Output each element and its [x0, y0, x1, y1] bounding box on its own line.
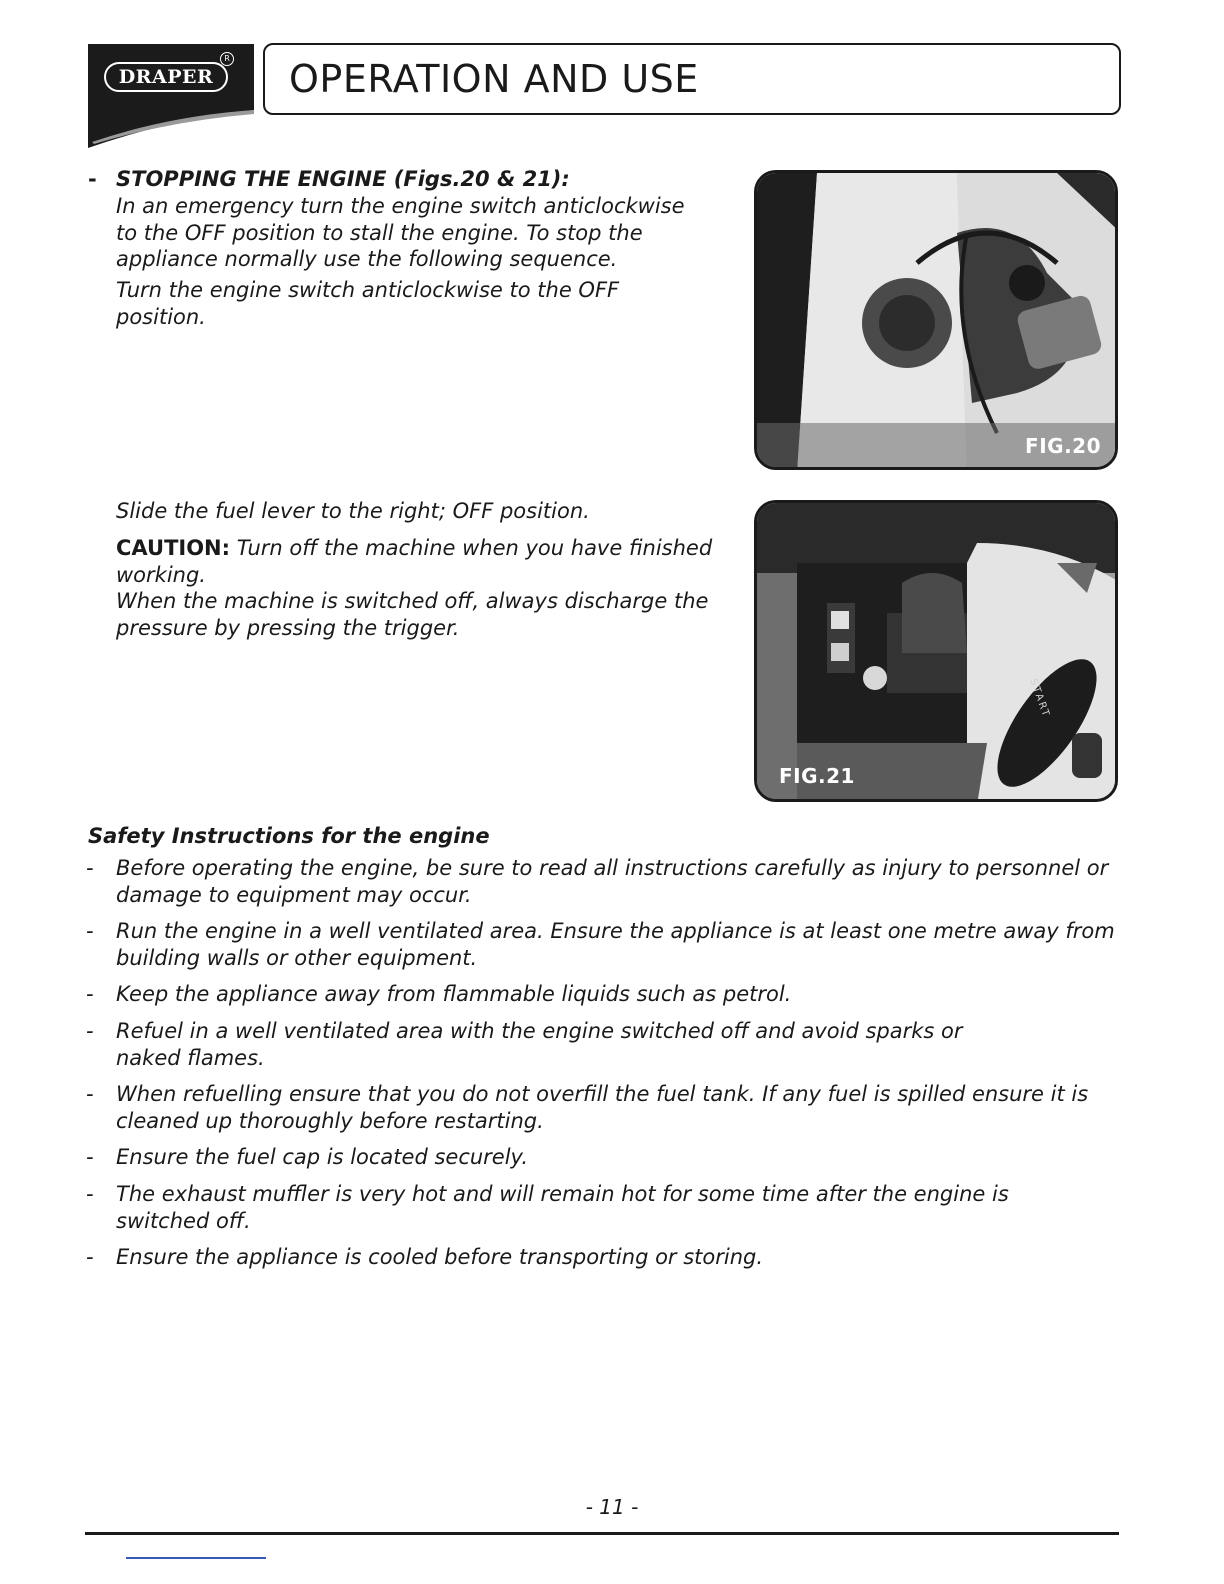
start-label: START	[1027, 677, 1052, 720]
safety-item-text: Ensure the fuel cap is located securely.	[116, 1145, 529, 1169]
figure-20	[754, 170, 1118, 470]
caution-label: CAUTION:	[116, 536, 231, 560]
safety-item-text: Before operating the engine, be sure to read all instructions carefully as injury to personnel or damage to equipment may occur.	[116, 856, 1109, 907]
engine-switch-photo	[757, 173, 1118, 470]
heading-dash: -	[88, 167, 97, 191]
figure-21	[754, 500, 1118, 802]
registered-mark: R	[220, 52, 234, 66]
stopping-paragraph-1: In an emergency turn the engine switch anticlockwise to the OFF position to stall the engine. To stop the appliance normally use the following sequence.	[116, 194, 685, 271]
draper-logo	[88, 44, 254, 148]
safety-item-text: Refuel in a well ventilated area with the engine switched off and avoid sparks or naked flames.	[116, 1019, 963, 1070]
figure-20-label: FIG.20	[1025, 434, 1101, 458]
caution-paragraph: CAUTION: Turn off the machine when you have finished working. When the machine is switched off, always discharge the pressure by pressing the trigger.	[116, 536, 713, 640]
fuel-lever-paragraph: Slide the fuel lever to the right; OFF position.	[116, 499, 590, 523]
page-title: OPERATION AND USE	[289, 57, 699, 101]
safety-title: Safety Instructions for the engine	[88, 824, 490, 848]
page-number: - 11 -	[585, 1495, 639, 1519]
brand-wordmark: DRAPER	[104, 62, 228, 92]
safety-item-text: Keep the appliance away from flammable liquids such as petrol.	[116, 982, 792, 1006]
figure-21-label: FIG.21	[779, 764, 855, 788]
stopping-paragraph-2: Turn the engine switch anticlockwise to the OFF position.	[116, 278, 620, 329]
safety-item-text: The exhaust muffler is very hot and will remain hot for some time after the engine is switched off.	[116, 1182, 1009, 1233]
safety-item-text: Ensure the appliance is cooled before transporting or storing.	[116, 1245, 764, 1269]
stopping-heading: STOPPING THE ENGINE (Figs.20 & 21):	[116, 167, 570, 191]
footer-link-underline	[126, 1557, 266, 1559]
footer-divider	[85, 1532, 1119, 1535]
safety-item-text: When refuelling ensure that you do not overfill the fuel tank. If any fuel is spilled ensure it is cleaned up thoroughly before restarting.	[116, 1082, 1089, 1133]
safety-item-text: Run the engine in a well ventilated area. Ensure the appliance is at least one metre away from building walls or other equipment.	[116, 919, 1115, 970]
page-title-box	[263, 43, 1121, 115]
fuel-lever-photo	[757, 503, 1118, 802]
